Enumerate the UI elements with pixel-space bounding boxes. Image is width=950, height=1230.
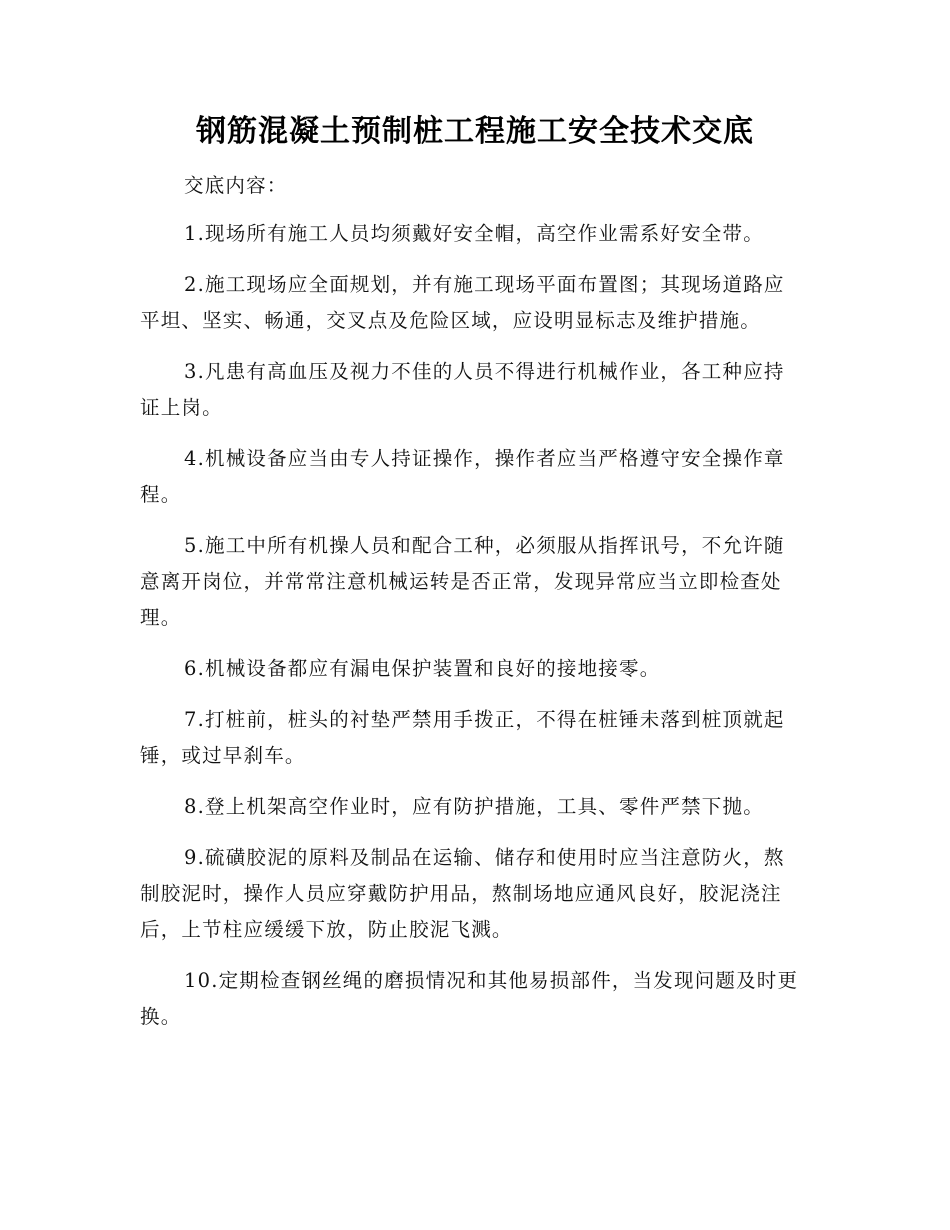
document-title: 钢筋混凝土预制桩工程施工安全技术交底 [196, 114, 754, 149]
paragraph-item: 8.登上机架高空作业时，应有防护措施，工具、零件严禁下抛。 [184, 795, 764, 818]
paragraph-item: 1.现场所有施工人员均须戴好安全帽，高空作业需系好安全带。 [184, 222, 764, 245]
paragraph-item: 9.硫磺胶泥的原料及制品在运输、储存和使用时应当注意防火，熬制胶泥时，操作人员应穿戴防护用品，熬制场地应通风良好，胶泥浇注后，上节柱应缓缓下放，防止胶泥飞溅。 [140, 846, 785, 941]
paragraph-item: 3.凡患有高血压及视力不佳的人员不得进行机械作业，各工种应持证上岗。 [140, 360, 785, 419]
document-body [140, 168, 802, 1050]
paragraph-item: 5.施工中所有机操人员和配合工种，必须服从指挥讯号，不允许随意离开岗位，并常常注意机械运转是否正常，发现异常应当立即检查处理。 [140, 534, 785, 629]
paragraph-item: 10.定期检查钢丝绳的磨损情况和其他易损部件，当发现问题及时更换。 [140, 969, 799, 1028]
paragraph-item: 7.打桩前，桩头的衬垫严禁用手拨正，不得在桩锤未落到桩顶就起锤，或过早刹车。 [140, 708, 785, 767]
paragraph-item: 6.机械设备都应有漏电保护装置和良好的接地接零。 [184, 657, 661, 680]
paragraph-item: 4.机械设备应当由专人持证操作，操作者应当严格遵守安全操作章程。 [140, 447, 785, 506]
intro-label: 交底内容： [184, 174, 288, 197]
paragraph-item: 2.施工现场应全面规划，并有施工现场平面布置图；其现场道路应平坦、坚实、畅通，交叉点及危险区域，应设明显标志及维护措施。 [140, 273, 785, 332]
